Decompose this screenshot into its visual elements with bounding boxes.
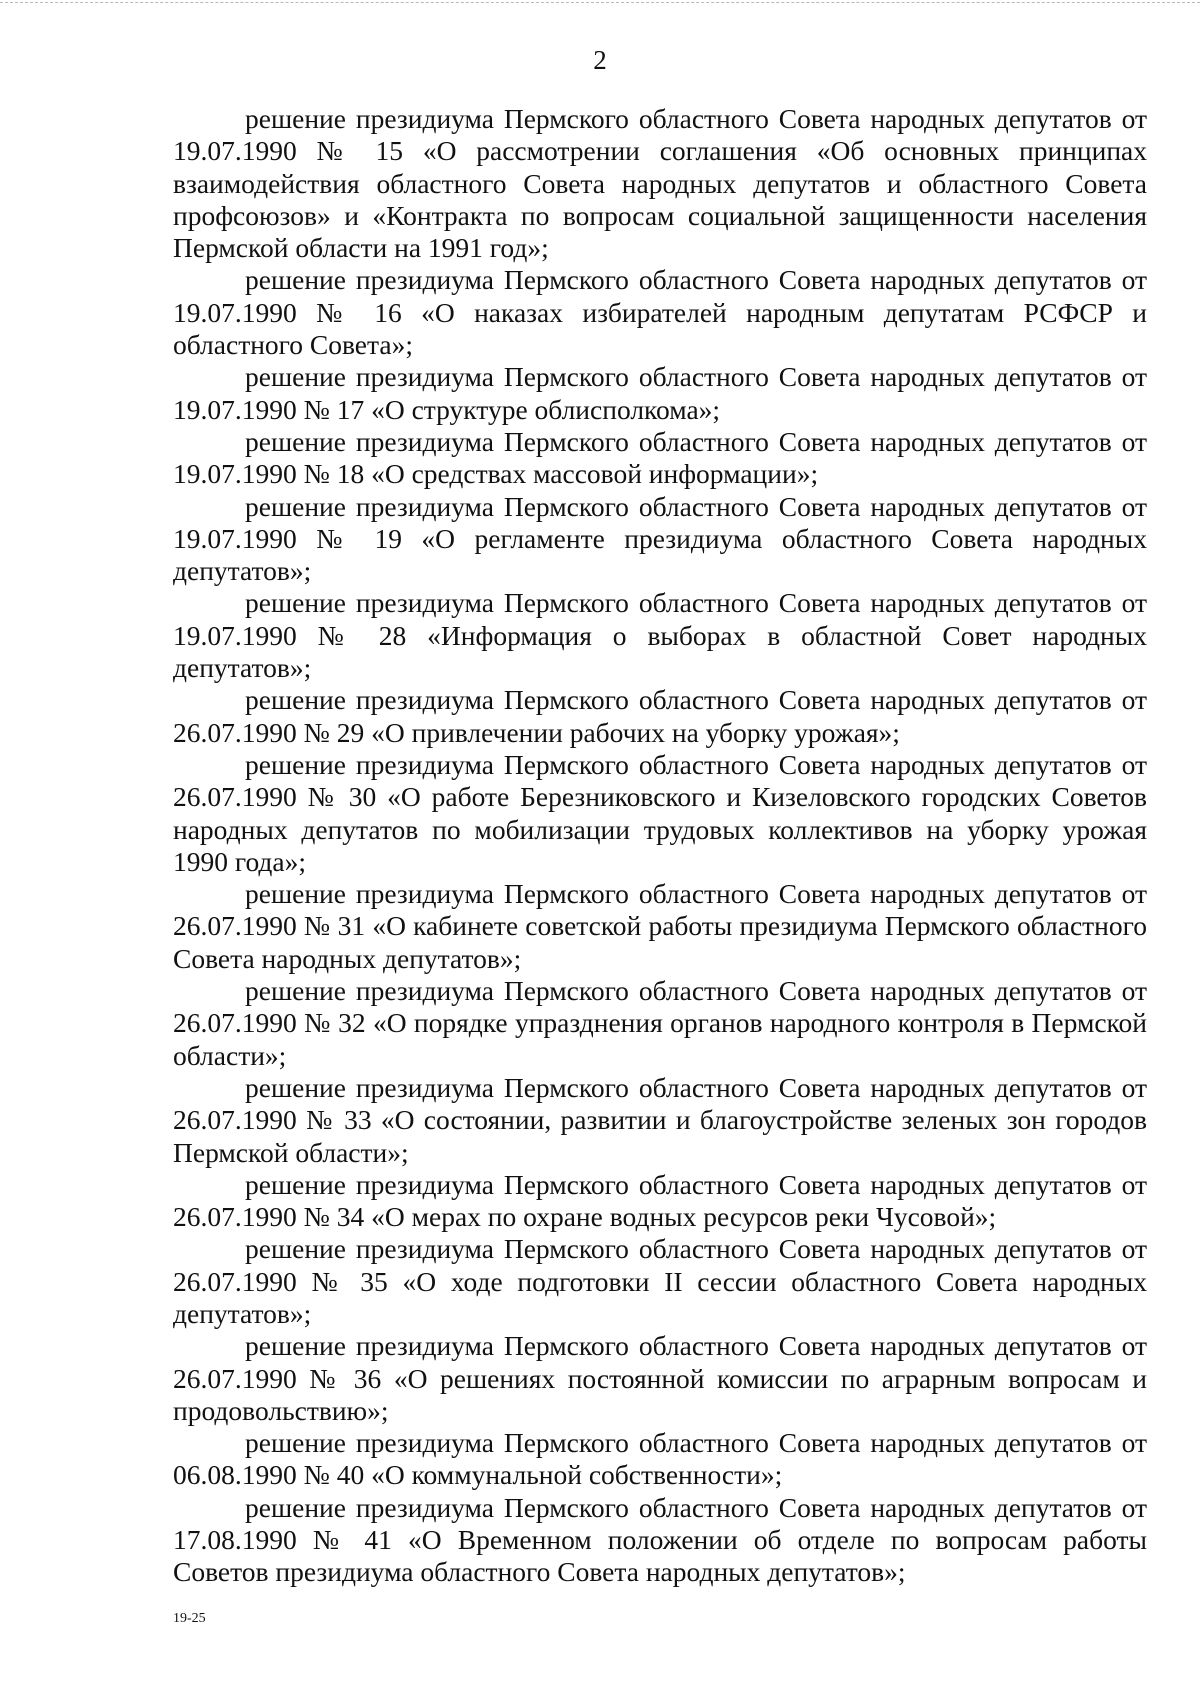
paragraph: решение президиума Пермского областного Совета народных депутатов от 19.07.1990 № 28 «Информация о выборах в областной Совет народных депутатов»; xyxy=(173,587,1147,684)
paragraph: решение президиума Пермского областного Совета народных депутатов от 19.07.1990 № 15 «О рассмотрении соглашения «Об основных принципах взаимодействия областного Совета народных депутатов и областного Совета профсоюзов» и «Контракта по вопросам социальной защищенности населения Пермской области на 1991 год»; xyxy=(173,103,1147,264)
paragraph: решение президиума Пермского областного Совета народных депутатов от 26.07.1990 № 30 «О работе Березниковского и Кизеловского городских Советов народных депутатов по мобилизации трудовых коллективов на уборку урожая 1990 года»; xyxy=(173,748,1147,877)
paragraph: решение президиума Пермского областного Совета народных депутатов от 17.08.1990 № 41 «О Временном положении об отделе по вопросам работы Советов президиума областного Совета народных депутатов»; xyxy=(173,1491,1147,1588)
paragraph: решение президиума Пермского областного Совета народных депутатов от 26.07.1990 № 34 «О мерах по охране водных ресурсов реки Чусовой»; xyxy=(173,1168,1147,1233)
paragraph: решение президиума Пермского областного Совета народных депутатов от 26.07.1990 № 36 «О решениях постоянной комиссии по аграрным вопросам и продовольствию»; xyxy=(173,1330,1147,1426)
footer-code: 19-25 xyxy=(173,1611,206,1626)
paragraph: решение президиума Пермского областного Совета народных депутатов от 19.07.1990 № 18 «О средствах массовой информации»; xyxy=(173,425,1147,490)
paragraph: решение президиума Пермского областного Совета народных депутатов от 19.07.1990 № 19 «О регламенте президиума областного Совета народных депутатов»; xyxy=(173,490,1147,587)
page-number: 2 xyxy=(593,45,607,75)
paragraph: решение президиума Пермского областного Совета народных депутатов от 26.07.1990 № 33 «О состоянии, развитии и благоустройстве зеленых зон городов Пермской области»; xyxy=(173,1071,1147,1168)
paragraph: решение президиума Пермского областного Совета народных депутатов от 19.07.1990 № 17 «О структуре облисполкома»; xyxy=(173,361,1147,425)
page-top-edge xyxy=(0,2,1200,3)
paragraph: решение президиума Пермского областного Совета народных депутатов от 26.07.1990 № 35 «О ходе подготовки II сессии областного Совета народных депутатов»; xyxy=(173,1233,1147,1329)
paragraph: решение президиума Пермского областного Совета народных депутатов от 26.07.1990 № 29 «О привлечении рабочих на уборку урожая»; xyxy=(173,684,1147,748)
document-body xyxy=(173,103,1147,1589)
paragraph: решение президиума Пермского областного Совета народных депутатов от 26.07.1990 № 31 «О кабинете советской работы президиума Пермского областного Совета народных депутатов»; xyxy=(173,878,1147,974)
paragraph: решение президиума Пермского областного Совета народных депутатов от 26.07.1990 № 32 «О порядке упразднения органов народного контроля в Пермской области»; xyxy=(173,975,1147,1071)
paragraph: решение президиума Пермского областного Совета народных депутатов от 06.08.1990 № 40 «О коммунальной собственности»; xyxy=(173,1427,1147,1491)
paragraph: решение президиума Пермского областного Совета народных депутатов от 19.07.1990 № 16 «О наказах избирателей народным депутатам РСФСР и областного Совета»; xyxy=(173,264,1147,361)
